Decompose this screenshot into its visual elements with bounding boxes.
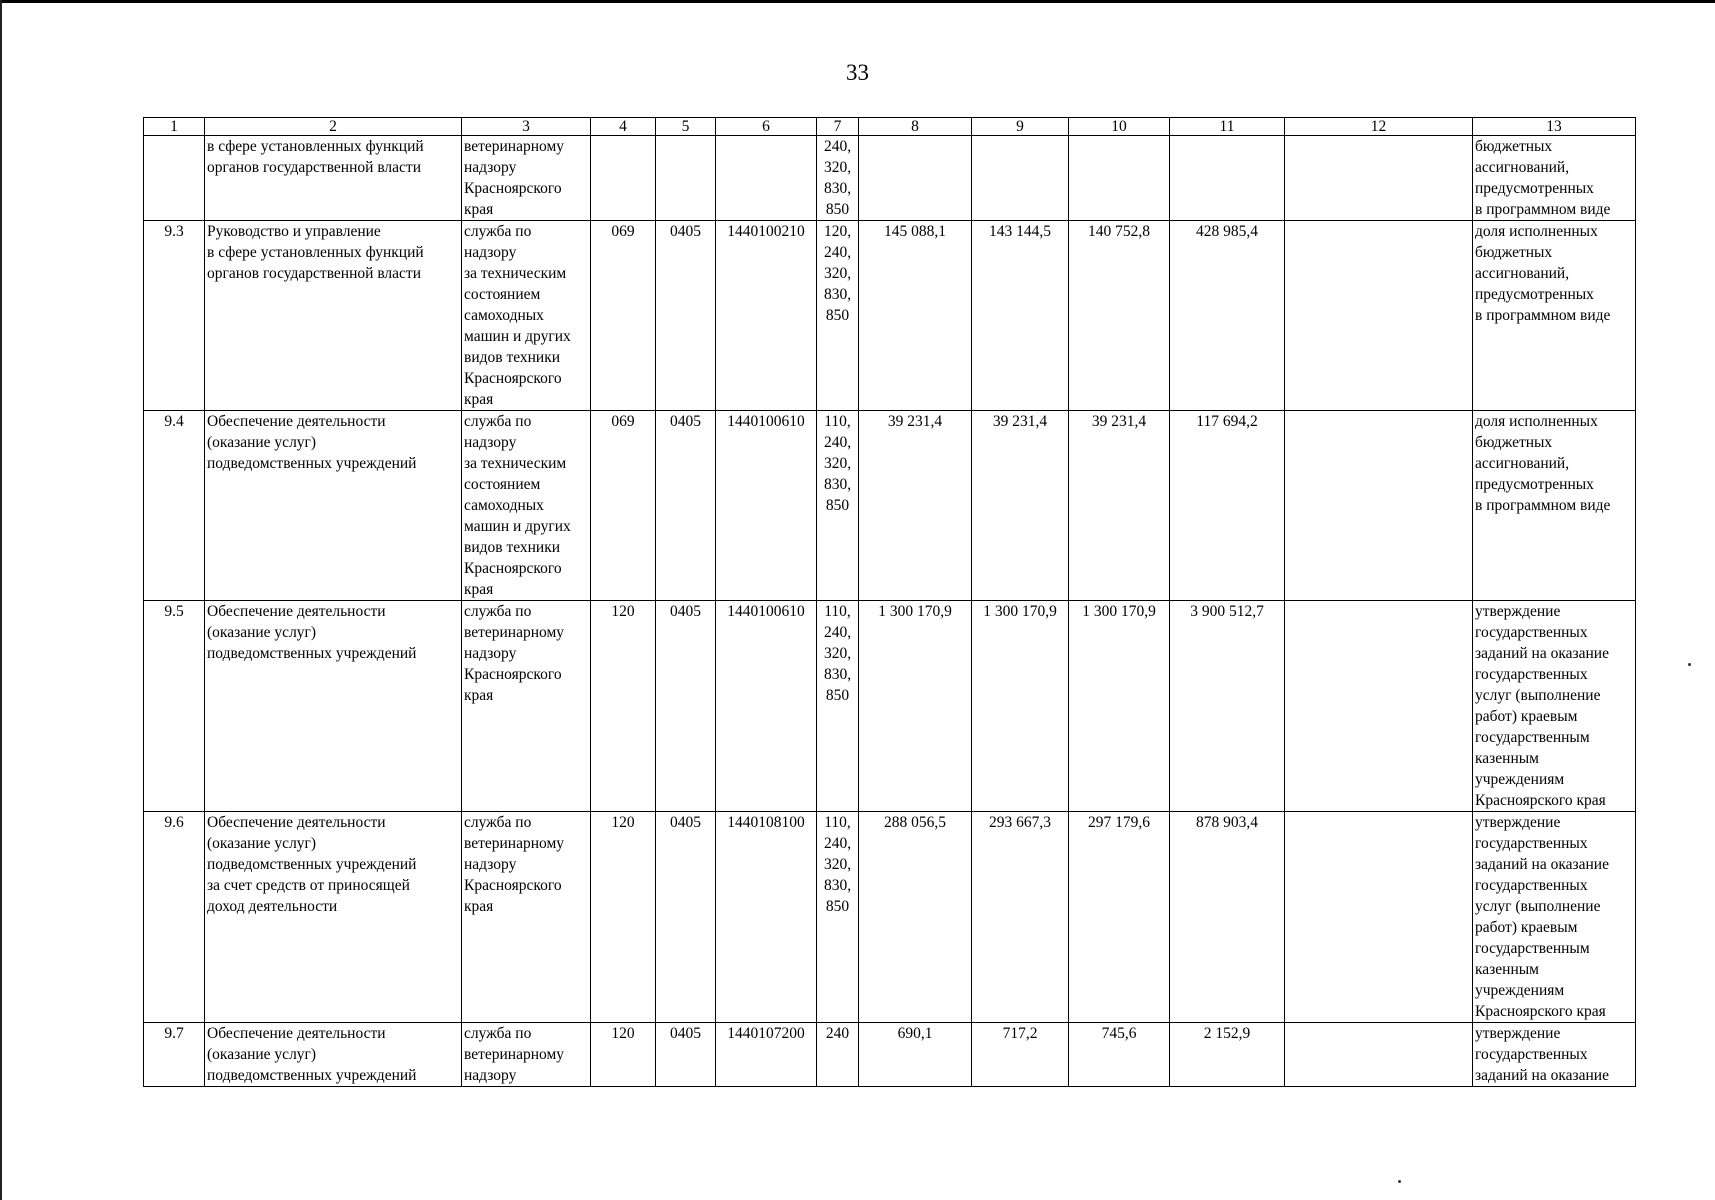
column-header: 11 (1170, 118, 1285, 136)
expense-type: 120, 240, 320, 830, 850 (817, 221, 859, 411)
amount-year-1: 288 056,5 (859, 812, 972, 1023)
indicator: доля исполненных бюджетных ассигнований, предусмотренных в программном виде (1473, 221, 1636, 411)
amount-year-3: 297 179,6 (1069, 812, 1170, 1023)
indicator: доля исполненных бюджетных ассигнований, предусмотренных в программном виде (1473, 411, 1636, 601)
measure-name: Обеспечение деятельности (оказание услуг) подведомственных учреждений (205, 601, 462, 812)
section-code: 0405 (656, 221, 716, 411)
section-code: 0405 (656, 601, 716, 812)
expense-type: 110, 240, 320, 830, 850 (817, 812, 859, 1023)
amount-total: 428 985,4 (1170, 221, 1285, 411)
amount-year-2: 293 667,3 (972, 812, 1069, 1023)
column-header: 2 (205, 118, 462, 136)
measure-name: Руководство и управление в сфере установленных функций органов государственной власти (205, 221, 462, 411)
expected-result (1285, 411, 1473, 601)
administrator: служба по надзору за техническим состоянием самоходных машин и других видов техники Красноярского края (462, 221, 591, 411)
amount-year-2 (972, 136, 1069, 221)
amount-year-1 (859, 136, 972, 221)
expected-result (1285, 601, 1473, 812)
budget-table (143, 117, 1636, 1087)
target-code: 1440100210 (716, 221, 817, 411)
column-header: 3 (462, 118, 591, 136)
target-code: 1440107200 (716, 1023, 817, 1087)
grbs-code: 069 (591, 221, 656, 411)
administrator: служба по надзору за техническим состоянием самоходных машин и других видов техники Красноярского края (462, 411, 591, 601)
table-row (144, 1023, 1636, 1087)
expected-result (1285, 812, 1473, 1023)
target-code: 1440100610 (716, 411, 817, 601)
amount-year-2: 143 144,5 (972, 221, 1069, 411)
section-code (656, 136, 716, 221)
target-code: 1440108100 (716, 812, 817, 1023)
amount-year-3: 140 752,8 (1069, 221, 1170, 411)
grbs-code: 120 (591, 812, 656, 1023)
scan-edge (0, 0, 2, 1200)
amount-year-3: 1 300 170,9 (1069, 601, 1170, 812)
measure-name: Обеспечение деятельности (оказание услуг) подведомственных учреждений (205, 411, 462, 601)
row-number: 9.5 (144, 601, 205, 812)
administrator: служба по ветеринарному надзору (462, 1023, 591, 1087)
expense-type: 110, 240, 320, 830, 850 (817, 411, 859, 601)
grbs-code: 069 (591, 411, 656, 601)
scan-speck (1688, 663, 1691, 666)
column-header: 1 (144, 118, 205, 136)
table-row (144, 411, 1636, 601)
section-code: 0405 (656, 1023, 716, 1087)
column-header: 4 (591, 118, 656, 136)
amount-year-3 (1069, 136, 1170, 221)
expense-type: 110, 240, 320, 830, 850 (817, 601, 859, 812)
row-number: 9.4 (144, 411, 205, 601)
row-number: 9.3 (144, 221, 205, 411)
amount-year-1: 145 088,1 (859, 221, 972, 411)
column-header: 9 (972, 118, 1069, 136)
column-header: 8 (859, 118, 972, 136)
indicator: утверждение государственных заданий на оказание (1473, 1023, 1636, 1087)
measure-name: в сфере установленных функций органов государственной власти (205, 136, 462, 221)
expected-result (1285, 136, 1473, 221)
section-code: 0405 (656, 411, 716, 601)
row-number (144, 136, 205, 221)
table-row (144, 136, 1636, 221)
page-number: 33 (846, 60, 869, 85)
administrator: служба по ветеринарному надзору Красноярского края (462, 812, 591, 1023)
table-header-row (144, 118, 1636, 136)
column-header: 12 (1285, 118, 1473, 136)
amount-year-1: 1 300 170,9 (859, 601, 972, 812)
indicator: утверждение государственных заданий на оказание государственных услуг (выполнение работ) краевым государственным казенным учреждениям Красноярского края (1473, 812, 1636, 1023)
amount-total: 3 900 512,7 (1170, 601, 1285, 812)
expected-result (1285, 221, 1473, 411)
target-code (716, 136, 817, 221)
indicator: утверждение государственных заданий на оказание государственных услуг (выполнение работ) краевым государственным казенным учреждениям Красноярского края (1473, 601, 1636, 812)
column-header: 5 (656, 118, 716, 136)
expense-type: 240, 320, 830, 850 (817, 136, 859, 221)
target-code: 1440100610 (716, 601, 817, 812)
scan-speck (1398, 1180, 1401, 1183)
grbs-code: 120 (591, 601, 656, 812)
section-code: 0405 (656, 812, 716, 1023)
table-row (144, 812, 1636, 1023)
table-row (144, 601, 1636, 812)
amount-total: 878 903,4 (1170, 812, 1285, 1023)
column-header: 6 (716, 118, 817, 136)
column-header: 7 (817, 118, 859, 136)
scan-edge (0, 0, 1715, 3)
amount-total: 117 694,2 (1170, 411, 1285, 601)
amount-year-2: 39 231,4 (972, 411, 1069, 601)
table-row (144, 221, 1636, 411)
column-header: 10 (1069, 118, 1170, 136)
row-number: 9.7 (144, 1023, 205, 1087)
grbs-code (591, 136, 656, 221)
amount-year-1: 39 231,4 (859, 411, 972, 601)
row-number: 9.6 (144, 812, 205, 1023)
administrator: ветеринарному надзору Красноярского края (462, 136, 591, 221)
expected-result (1285, 1023, 1473, 1087)
measure-name: Обеспечение деятельности (оказание услуг) подведомственных учреждений (205, 1023, 462, 1087)
amount-year-1: 690,1 (859, 1023, 972, 1087)
measure-name: Обеспечение деятельности (оказание услуг) подведомственных учреждений за счет средств от приносящей доход деятельности (205, 812, 462, 1023)
amount-year-3: 39 231,4 (1069, 411, 1170, 601)
amount-year-3: 745,6 (1069, 1023, 1170, 1087)
administrator: служба по ветеринарному надзору Красноярского края (462, 601, 591, 812)
amount-year-2: 717,2 (972, 1023, 1069, 1087)
amount-year-2: 1 300 170,9 (972, 601, 1069, 812)
amount-total (1170, 136, 1285, 221)
expense-type: 240 (817, 1023, 859, 1087)
amount-total: 2 152,9 (1170, 1023, 1285, 1087)
column-header: 13 (1473, 118, 1636, 136)
grbs-code: 120 (591, 1023, 656, 1087)
indicator: бюджетных ассигнований, предусмотренных в программном виде (1473, 136, 1636, 221)
